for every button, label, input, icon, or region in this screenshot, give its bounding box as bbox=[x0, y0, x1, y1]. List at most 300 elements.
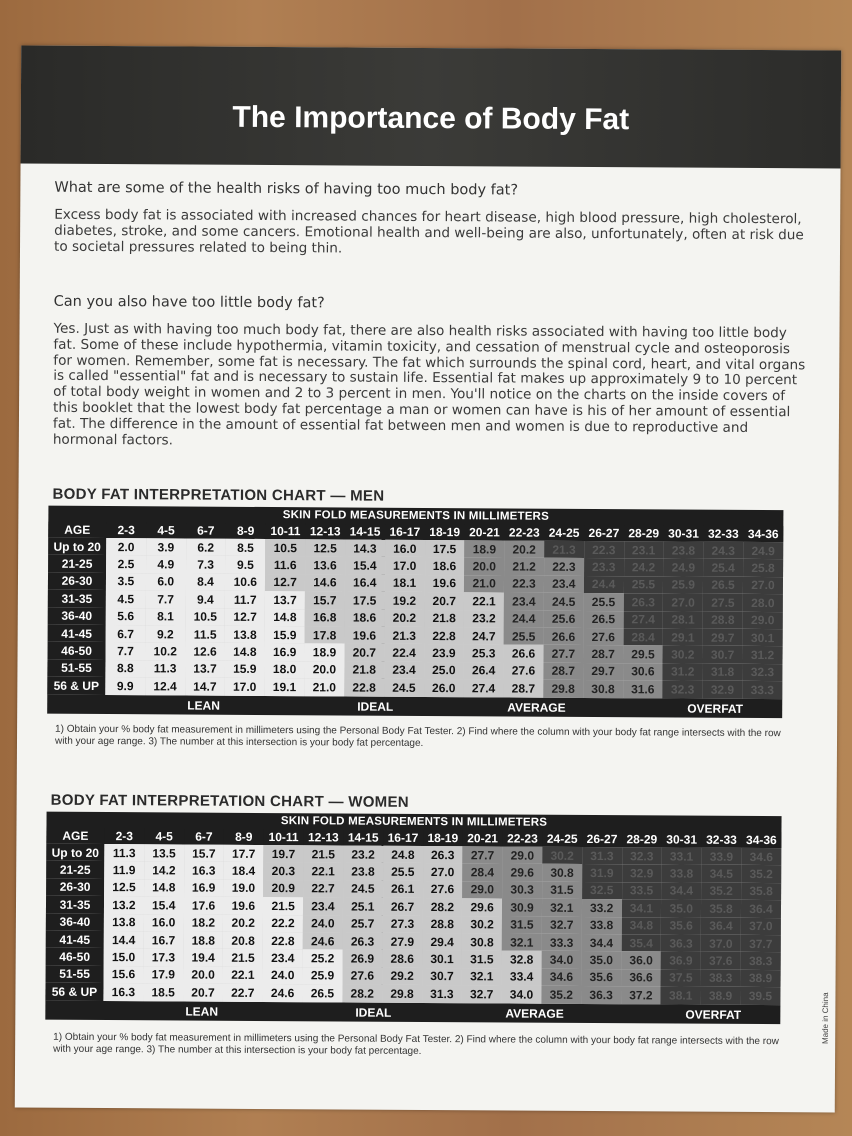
body-fat-cell: 33.9 bbox=[701, 848, 741, 866]
body-fat-cell: 22.1 bbox=[464, 592, 504, 610]
column-header: 32-33 bbox=[703, 526, 743, 542]
body-fat-cell: 15.9 bbox=[225, 660, 265, 678]
paragraph-health-risks: Excess body fat is associated with increased chances for heart disease, high blood pressure, high cholesterol, diabetes, stroke, and some cancers. Emotional health and well-being are also, unfortunately, often at risk due to societal pressures related to being thin. bbox=[53, 206, 804, 257]
body-fat-cell: 28.2 bbox=[342, 985, 382, 1003]
column-header: 26-27 bbox=[582, 831, 622, 847]
column-header: 30-31 bbox=[662, 831, 702, 847]
body-fat-cell: 30.9 bbox=[502, 899, 542, 917]
body-fat-cell: 38.9 bbox=[741, 970, 781, 988]
body-fat-cell: 27.4 bbox=[623, 611, 663, 629]
body-fat-cell: 16.3 bbox=[103, 983, 143, 1001]
body-fat-cell: 31.5 bbox=[502, 916, 542, 934]
body-fat-cell: 33.8 bbox=[582, 917, 622, 935]
age-column-header: AGE bbox=[48, 522, 106, 538]
body-fat-cell: 30.8 bbox=[583, 680, 623, 698]
body-fat-cell: 16.0 bbox=[144, 914, 184, 932]
body-fat-cell: 23.8 bbox=[664, 541, 704, 559]
body-fat-cell: 13.8 bbox=[104, 914, 144, 932]
body-fat-cell: 12.7 bbox=[225, 608, 265, 626]
body-fat-cell: 21.0 bbox=[464, 575, 504, 593]
body-fat-cell: 12.5 bbox=[305, 539, 345, 557]
column-header: 18-19 bbox=[425, 524, 465, 540]
body-fat-cell: 21.5 bbox=[263, 897, 303, 915]
body-fat-cell: 29.0 bbox=[743, 611, 783, 629]
body-fat-cell: 16.9 bbox=[184, 879, 224, 897]
body-fat-cell: 27.6 bbox=[504, 662, 544, 680]
body-fat-cell: 24.4 bbox=[584, 576, 624, 594]
body-fat-cell: 34.4 bbox=[661, 882, 701, 900]
age-cell: 21-25 bbox=[46, 861, 104, 879]
body-fat-cell: 16.9 bbox=[265, 643, 305, 661]
body-fat-cell: 27.3 bbox=[383, 915, 423, 933]
body-fat-cell: 17.7 bbox=[224, 845, 264, 863]
women-chart-instructions: 1) Obtain your % body fat measurement in millimeters using the Personal Body Fat Tester. 2) Find where the column with your body fat range intersects with the row with your age range. 3) The number at this intersection is your body fat percentage. bbox=[53, 1031, 779, 1057]
body-fat-cell: 26.6 bbox=[544, 628, 584, 646]
body-fat-cell: 9.4 bbox=[185, 591, 225, 609]
body-fat-cell: 9.5 bbox=[225, 556, 265, 574]
body-fat-cell: 34.6 bbox=[541, 968, 581, 986]
body-fat-cell: 33.4 bbox=[502, 968, 542, 986]
age-cell: 56 & UP bbox=[45, 983, 103, 1001]
body-fat-cell: 11.3 bbox=[104, 844, 144, 862]
body-fat-cell: 10.2 bbox=[145, 643, 185, 661]
body-fat-cell: 30.3 bbox=[502, 881, 542, 899]
body-fat-cell: 32.9 bbox=[702, 681, 742, 699]
body-fat-cell: 27.6 bbox=[342, 967, 382, 985]
column-header: 20-21 bbox=[463, 830, 503, 846]
body-fat-cell: 20.7 bbox=[344, 644, 384, 662]
body-fat-cell: 32.7 bbox=[542, 916, 582, 934]
age-cell: 36-40 bbox=[46, 913, 104, 931]
body-fat-cell: 20.2 bbox=[223, 914, 263, 932]
body-fat-cell: 13.5 bbox=[144, 844, 184, 862]
body-fat-cell: 7.3 bbox=[186, 556, 226, 574]
women-chart-title: BODY FAT INTERPRETATION CHART — WOMEN bbox=[50, 791, 409, 811]
column-header: 18-19 bbox=[423, 830, 463, 846]
column-header: 14-15 bbox=[343, 829, 383, 845]
body-fat-cell: 26.5 bbox=[583, 611, 623, 629]
age-cell: Up to 20 bbox=[46, 844, 104, 862]
body-fat-cell: 21.2 bbox=[504, 558, 544, 576]
body-fat-cell: 19.1 bbox=[265, 678, 305, 696]
page-title: The Importance of Body Fat bbox=[232, 100, 630, 137]
body-fat-cell: 27.0 bbox=[663, 594, 703, 612]
body-fat-cell: 26.3 bbox=[343, 932, 383, 950]
body-fat-cell: 28.8 bbox=[422, 916, 462, 934]
body-fat-cell: 37.6 bbox=[701, 952, 741, 970]
body-fat-cell: 32.1 bbox=[502, 933, 542, 951]
body-fat-cell: 35.4 bbox=[621, 934, 661, 952]
body-fat-cell: 35.8 bbox=[701, 900, 741, 918]
body-fat-cell: 31.3 bbox=[422, 985, 462, 1003]
body-fat-cell: 5.6 bbox=[106, 608, 146, 626]
column-header: 24-25 bbox=[544, 525, 584, 541]
body-fat-cell: 25.1 bbox=[343, 898, 383, 916]
body-fat-cell: 32.5 bbox=[582, 882, 622, 900]
column-header: 6-7 bbox=[186, 523, 226, 539]
body-fat-cell: 18.9 bbox=[305, 644, 345, 662]
body-fat-cell: 27.0 bbox=[743, 577, 783, 595]
body-fat-cell: 32.7 bbox=[462, 985, 502, 1003]
body-fat-cell: 18.6 bbox=[425, 557, 465, 575]
body-fat-cell: 25.3 bbox=[464, 645, 504, 663]
body-fat-cell: 29.4 bbox=[422, 933, 462, 951]
body-fat-cell: 15.7 bbox=[184, 845, 224, 863]
body-fat-cell: 22.4 bbox=[384, 644, 424, 662]
band-label-ideal: IDEAL bbox=[355, 1005, 392, 1020]
body-fat-cell: 29.8 bbox=[382, 985, 422, 1003]
body-fat-cell: 24.5 bbox=[384, 679, 424, 697]
age-cell: 46-50 bbox=[46, 948, 104, 966]
body-fat-cell: 24.5 bbox=[343, 880, 383, 898]
body-fat-cell: 35.6 bbox=[661, 917, 701, 935]
body-fat-cell: 15.6 bbox=[104, 966, 144, 984]
body-fat-cell: 34.0 bbox=[502, 986, 542, 1004]
body-fat-cell: 33.5 bbox=[622, 882, 662, 900]
body-fat-cell: 30.1 bbox=[422, 950, 462, 968]
body-fat-cell: 13.2 bbox=[104, 896, 144, 914]
body-fat-cell: 12.4 bbox=[145, 677, 185, 695]
body-fat-cell: 18.8 bbox=[183, 931, 223, 949]
body-fat-cell: 15.4 bbox=[345, 557, 385, 575]
column-header: 4-5 bbox=[144, 828, 184, 844]
body-fat-cell: 12.6 bbox=[185, 643, 225, 661]
body-fat-cell: 24.5 bbox=[544, 593, 584, 611]
body-fat-cell: 25.8 bbox=[743, 559, 783, 577]
title-banner bbox=[21, 46, 842, 169]
body-fat-cell: 33.8 bbox=[662, 865, 702, 883]
body-fat-cell: 36.9 bbox=[661, 952, 701, 970]
column-header: 12-13 bbox=[305, 523, 345, 539]
body-fat-cell: 13.7 bbox=[185, 660, 225, 678]
body-fat-cell: 12.7 bbox=[265, 574, 305, 592]
body-fat-cell: 22.8 bbox=[424, 627, 464, 645]
age-cell: 31-35 bbox=[48, 590, 106, 608]
body-fat-cell: 27.6 bbox=[583, 628, 623, 646]
body-fat-cell: 7.7 bbox=[146, 590, 186, 608]
body-fat-cell: 15.4 bbox=[144, 896, 184, 914]
body-fat-cell: 27.4 bbox=[464, 679, 504, 697]
women-chart-header: SKIN FOLD MEASUREMENTS IN MILLIMETERS bbox=[280, 815, 548, 829]
body-fat-cell: 16.3 bbox=[184, 862, 224, 880]
body-fat-cell: 38.3 bbox=[701, 969, 741, 987]
body-fat-cell: 21.0 bbox=[304, 678, 344, 696]
body-fat-cell: 34.5 bbox=[701, 865, 741, 883]
body-fat-cell: 24.8 bbox=[383, 846, 423, 864]
column-header: 16-17 bbox=[383, 830, 423, 846]
body-fat-cell: 35.2 bbox=[541, 986, 581, 1004]
body-fat-cell: 29.6 bbox=[462, 898, 502, 916]
body-fat-cell: 2.0 bbox=[106, 538, 146, 556]
body-fat-cell: 34.6 bbox=[741, 848, 781, 866]
body-fat-cell: 26.9 bbox=[343, 950, 383, 968]
body-fat-cell: 26.0 bbox=[424, 679, 464, 697]
age-cell: 46-50 bbox=[48, 642, 106, 660]
body-fat-cell: 34.8 bbox=[621, 917, 661, 935]
body-fat-cell: 24.4 bbox=[504, 610, 544, 628]
body-fat-cell: 35.8 bbox=[741, 883, 781, 901]
body-fat-cell: 28.8 bbox=[703, 611, 743, 629]
body-fat-cell: 27.6 bbox=[423, 881, 463, 899]
column-header: 8-9 bbox=[224, 829, 264, 845]
body-fat-cell: 22.7 bbox=[303, 880, 343, 898]
body-fat-cell: 8.1 bbox=[146, 608, 186, 626]
men-chart-bands bbox=[47, 694, 782, 717]
body-fat-cell: 28.0 bbox=[743, 594, 783, 612]
body-fat-cell: 10.5 bbox=[265, 539, 305, 557]
women-chart-table bbox=[45, 828, 781, 1005]
body-fat-cell: 13.8 bbox=[225, 626, 265, 644]
body-fat-cell: 20.3 bbox=[263, 862, 303, 880]
body-fat-cell: 28.1 bbox=[663, 611, 703, 629]
body-fat-cell: 26.5 bbox=[302, 984, 342, 1002]
body-fat-cell: 17.6 bbox=[184, 897, 224, 915]
body-fat-cell: 11.3 bbox=[145, 660, 185, 678]
body-fat-cell: 30.7 bbox=[422, 968, 462, 986]
body-fat-cell: 16.4 bbox=[345, 574, 385, 592]
age-cell: 26-30 bbox=[46, 878, 104, 896]
body-fat-cell: 22.3 bbox=[584, 541, 624, 559]
age-cell: 26-30 bbox=[48, 572, 106, 590]
men-chart-instructions: 1) Obtain your % body fat measurement in millimeters using the Personal Body Fat Tester. 2) Find where the column with your body fat range intersects with the row with your age range. 3) The number at this intersection is your body fat percentage. bbox=[54, 723, 781, 749]
body-fat-cell: 31.5 bbox=[462, 951, 502, 969]
band-label-lean: LEAN bbox=[185, 1004, 219, 1019]
body-fat-cell: 15.0 bbox=[104, 948, 144, 966]
body-fat-cell: 20.0 bbox=[304, 661, 344, 679]
body-fat-cell: 29.7 bbox=[583, 663, 623, 681]
body-fat-cell: 37.5 bbox=[661, 969, 701, 987]
body-fat-cell: 27.7 bbox=[463, 846, 503, 864]
body-fat-cell: 25.7 bbox=[343, 915, 383, 933]
body-fat-cell: 15.9 bbox=[265, 626, 305, 644]
column-header: 2-3 bbox=[104, 828, 144, 844]
body-fat-cell: 28.6 bbox=[382, 950, 422, 968]
body-fat-cell: 29.6 bbox=[502, 864, 542, 882]
body-fat-cell: 18.6 bbox=[345, 609, 385, 627]
body-fat-cell: 16.8 bbox=[305, 609, 345, 627]
body-fat-cell: 18.9 bbox=[464, 540, 504, 558]
body-fat-cell: 25.9 bbox=[663, 576, 703, 594]
body-fat-cell: 12.5 bbox=[104, 879, 144, 897]
body-fat-cell: 32.8 bbox=[502, 951, 542, 969]
body-fat-cell: 23.9 bbox=[424, 644, 464, 662]
column-header: 12-13 bbox=[303, 829, 343, 845]
body-fat-cell: 23.3 bbox=[584, 558, 624, 576]
body-fat-cell: 20.7 bbox=[183, 984, 223, 1002]
body-fat-cell: 25.0 bbox=[424, 662, 464, 680]
body-fat-cell: 29.0 bbox=[502, 846, 542, 864]
body-fat-cell: 32.3 bbox=[663, 681, 703, 699]
body-fat-cell: 31.8 bbox=[703, 663, 743, 681]
body-fat-cell: 32.9 bbox=[622, 865, 662, 883]
body-fat-cell: 25.4 bbox=[703, 559, 743, 577]
body-fat-cell: 37.7 bbox=[741, 935, 781, 953]
body-fat-cell: 15.7 bbox=[305, 591, 345, 609]
body-fat-cell: 14.8 bbox=[265, 609, 305, 627]
body-fat-cell: 33.3 bbox=[742, 681, 782, 699]
body-fat-cell: 31.3 bbox=[582, 847, 622, 865]
body-fat-cell: 11.5 bbox=[185, 625, 225, 643]
body-fat-cell: 27.9 bbox=[382, 933, 422, 951]
body-fat-cell: 37.2 bbox=[621, 986, 661, 1004]
body-fat-cell: 22.1 bbox=[223, 966, 263, 984]
body-fat-cell: 19.2 bbox=[385, 592, 425, 610]
body-fat-cell: 26.6 bbox=[504, 645, 544, 663]
body-fat-cell: 29.0 bbox=[462, 881, 502, 899]
body-fat-cell: 6.7 bbox=[106, 625, 146, 643]
body-fat-cell: 36.3 bbox=[661, 934, 701, 952]
age-cell: 56 & UP bbox=[47, 677, 105, 695]
body-fat-cell: 25.5 bbox=[504, 627, 544, 645]
body-fat-cell: 4.9 bbox=[146, 556, 186, 574]
body-fat-cell: 10.5 bbox=[185, 608, 225, 626]
question-too-little-fat: Can you also have too little body fat? bbox=[53, 293, 325, 312]
body-fat-cell: 30.6 bbox=[623, 663, 663, 681]
body-fat-cell: 24.6 bbox=[303, 932, 343, 950]
body-fat-cell: 23.2 bbox=[343, 845, 383, 863]
question-too-much-fat: What are some of the health risks of having too much body fat? bbox=[54, 179, 519, 199]
body-fat-cell: 6.0 bbox=[146, 573, 186, 591]
body-fat-cell: 23.4 bbox=[263, 949, 303, 967]
body-fat-cell: 8.4 bbox=[186, 573, 226, 591]
body-fat-cell: 22.3 bbox=[504, 575, 544, 593]
column-header: 10-11 bbox=[264, 829, 304, 845]
band-label-average: AVERAGE bbox=[507, 700, 566, 715]
body-fat-cell: 26.3 bbox=[423, 846, 463, 864]
body-fat-cell: 24.2 bbox=[624, 559, 664, 577]
body-fat-cell: 30.7 bbox=[703, 646, 743, 664]
age-cell: Up to 20 bbox=[48, 538, 106, 556]
band-label-overfat: OVERFAT bbox=[685, 1007, 742, 1022]
column-header: 34-36 bbox=[741, 832, 781, 848]
column-header: 14-15 bbox=[345, 523, 385, 539]
column-header: 4-5 bbox=[146, 522, 186, 538]
body-fat-cell: 30.1 bbox=[743, 629, 783, 647]
body-fat-cell: 18.1 bbox=[385, 575, 425, 593]
body-fat-cell: 18.5 bbox=[143, 983, 183, 1001]
body-fat-cell: 38.1 bbox=[661, 987, 701, 1005]
body-fat-cell: 6.2 bbox=[186, 539, 226, 557]
body-fat-cell: 9.2 bbox=[145, 625, 185, 643]
body-fat-cell: 21.3 bbox=[384, 627, 424, 645]
body-fat-cell: 26.3 bbox=[623, 593, 663, 611]
body-fat-cell: 23.8 bbox=[343, 863, 383, 881]
women-chart-bands bbox=[45, 1000, 780, 1023]
body-fat-cell: 18.2 bbox=[183, 914, 223, 932]
body-fat-cell: 30.2 bbox=[542, 847, 582, 865]
body-fat-cell: 14.4 bbox=[104, 931, 144, 949]
body-fat-cell: 16.0 bbox=[385, 540, 425, 558]
body-fat-cell: 14.2 bbox=[144, 862, 184, 880]
body-fat-cell: 18.0 bbox=[265, 661, 305, 679]
body-fat-cell: 31.5 bbox=[542, 881, 582, 899]
body-fat-cell: 26.1 bbox=[383, 881, 423, 899]
band-label-lean: LEAN bbox=[187, 698, 220, 713]
body-fat-cell: 24.9 bbox=[663, 559, 703, 577]
body-fat-cell: 19.6 bbox=[344, 626, 384, 644]
body-fat-cell: 31.9 bbox=[582, 864, 622, 882]
band-label-average: AVERAGE bbox=[505, 1005, 564, 1021]
body-fat-cell: 3.5 bbox=[106, 573, 146, 591]
body-fat-cell: 19.6 bbox=[223, 897, 263, 915]
body-fat-cell: 35.6 bbox=[581, 969, 621, 987]
men-chart-header: SKIN FOLD MEASUREMENTS IN MILLIMETERS bbox=[282, 509, 549, 523]
body-fat-cell: 17.8 bbox=[305, 626, 345, 644]
age-cell: 31-35 bbox=[46, 896, 104, 914]
body-fat-cell: 17.0 bbox=[225, 678, 265, 696]
body-fat-cell: 4.5 bbox=[106, 590, 146, 608]
made-in-china-label: Made in China bbox=[821, 992, 831, 1045]
body-fat-cell: 17.5 bbox=[425, 540, 465, 558]
body-fat-cell: 17.5 bbox=[345, 592, 385, 610]
body-fat-cell: 32.1 bbox=[542, 899, 582, 917]
body-fat-cell: 32.3 bbox=[742, 664, 782, 682]
body-fat-cell: 24.0 bbox=[303, 915, 343, 933]
body-fat-cell: 22.3 bbox=[544, 558, 584, 576]
body-fat-cell: 23.4 bbox=[504, 593, 544, 611]
body-fat-cell: 19.6 bbox=[424, 575, 464, 593]
body-fat-cell: 21.8 bbox=[344, 661, 384, 679]
body-fat-cell: 22.1 bbox=[303, 863, 343, 881]
body-fat-cell: 2.5 bbox=[106, 555, 146, 573]
column-header: 30-31 bbox=[664, 525, 704, 541]
body-fat-cell: 35.2 bbox=[741, 865, 781, 883]
body-fat-cell: 24.3 bbox=[703, 542, 743, 560]
body-fat-cell: 35.0 bbox=[581, 951, 621, 969]
age-cell: 51-55 bbox=[46, 965, 104, 983]
body-fat-cell: 33.2 bbox=[582, 899, 622, 917]
band-label-ideal: IDEAL bbox=[357, 699, 394, 714]
age-cell: 41-45 bbox=[46, 931, 104, 949]
body-fat-cell: 17.0 bbox=[385, 557, 425, 575]
body-fat-cell: 26.5 bbox=[703, 576, 743, 594]
column-header: 10-11 bbox=[265, 523, 305, 539]
body-fat-cell: 11.6 bbox=[265, 556, 305, 574]
body-fat-cell: 33.3 bbox=[542, 934, 582, 952]
body-fat-cell: 39.5 bbox=[740, 987, 780, 1005]
band-label-overfat: OVERFAT bbox=[687, 701, 744, 716]
body-fat-cell: 14.8 bbox=[144, 879, 184, 897]
body-fat-cell: 25.6 bbox=[544, 610, 584, 628]
body-fat-cell: 31.6 bbox=[623, 680, 663, 698]
body-fat-cell: 27.5 bbox=[703, 594, 743, 612]
men-body-fat-chart bbox=[47, 506, 783, 718]
body-fat-cell: 26.7 bbox=[383, 898, 423, 916]
body-fat-cell: 23.4 bbox=[544, 575, 584, 593]
paragraph-essential-fat: Yes. Just as with having too much body fat, there are also health risks associated with having too little body fat. Some of these include hypothermia, vitamin toxicity, and cessation of menstrual cycle and osteoporosis for women. Remember, some fat is necessary. The fat which surrounds the spinal cord, heart, and vital organs is called "essential" fat and is necessary to sustain life. Essential fat makes up approximately 9 to 10 percent of total body weight in women and 2 to 3 percent in men. You'll notice on the charts on the inside covers of this booklet that the lowest body fat percentage a man or women can have is his of her amount of essential fat. The difference in the amount of essential fat between men and women is due to reproductive and hormonal factors. bbox=[52, 320, 806, 449]
body-fat-cell: 21.3 bbox=[544, 541, 584, 559]
body-fat-cell: 26.4 bbox=[464, 662, 504, 680]
body-fat-cell: 21.5 bbox=[223, 949, 263, 967]
body-fat-cell: 35.0 bbox=[661, 900, 701, 918]
column-header: 28-29 bbox=[622, 831, 662, 847]
body-fat-cell: 38.3 bbox=[741, 952, 781, 970]
body-fat-cell: 20.7 bbox=[424, 592, 464, 610]
body-fat-cell: 38.9 bbox=[701, 987, 741, 1005]
column-header: 32-33 bbox=[702, 832, 742, 848]
men-chart-title: BODY FAT INTERPRETATION CHART — MEN bbox=[52, 485, 385, 505]
body-fat-cell: 30.8 bbox=[542, 864, 582, 882]
column-header: 20-21 bbox=[465, 524, 505, 540]
body-fat-cell: 24.6 bbox=[263, 984, 303, 1002]
body-fat-cell: 30.2 bbox=[663, 646, 703, 664]
body-fat-cell: 34.0 bbox=[542, 951, 582, 969]
body-fat-cell: 29.1 bbox=[663, 628, 703, 646]
body-fat-cell: 34.4 bbox=[581, 934, 621, 952]
body-fat-cell: 11.7 bbox=[225, 591, 265, 609]
body-fat-cell: 30.2 bbox=[462, 916, 502, 934]
body-fat-cell: 25.5 bbox=[584, 593, 624, 611]
